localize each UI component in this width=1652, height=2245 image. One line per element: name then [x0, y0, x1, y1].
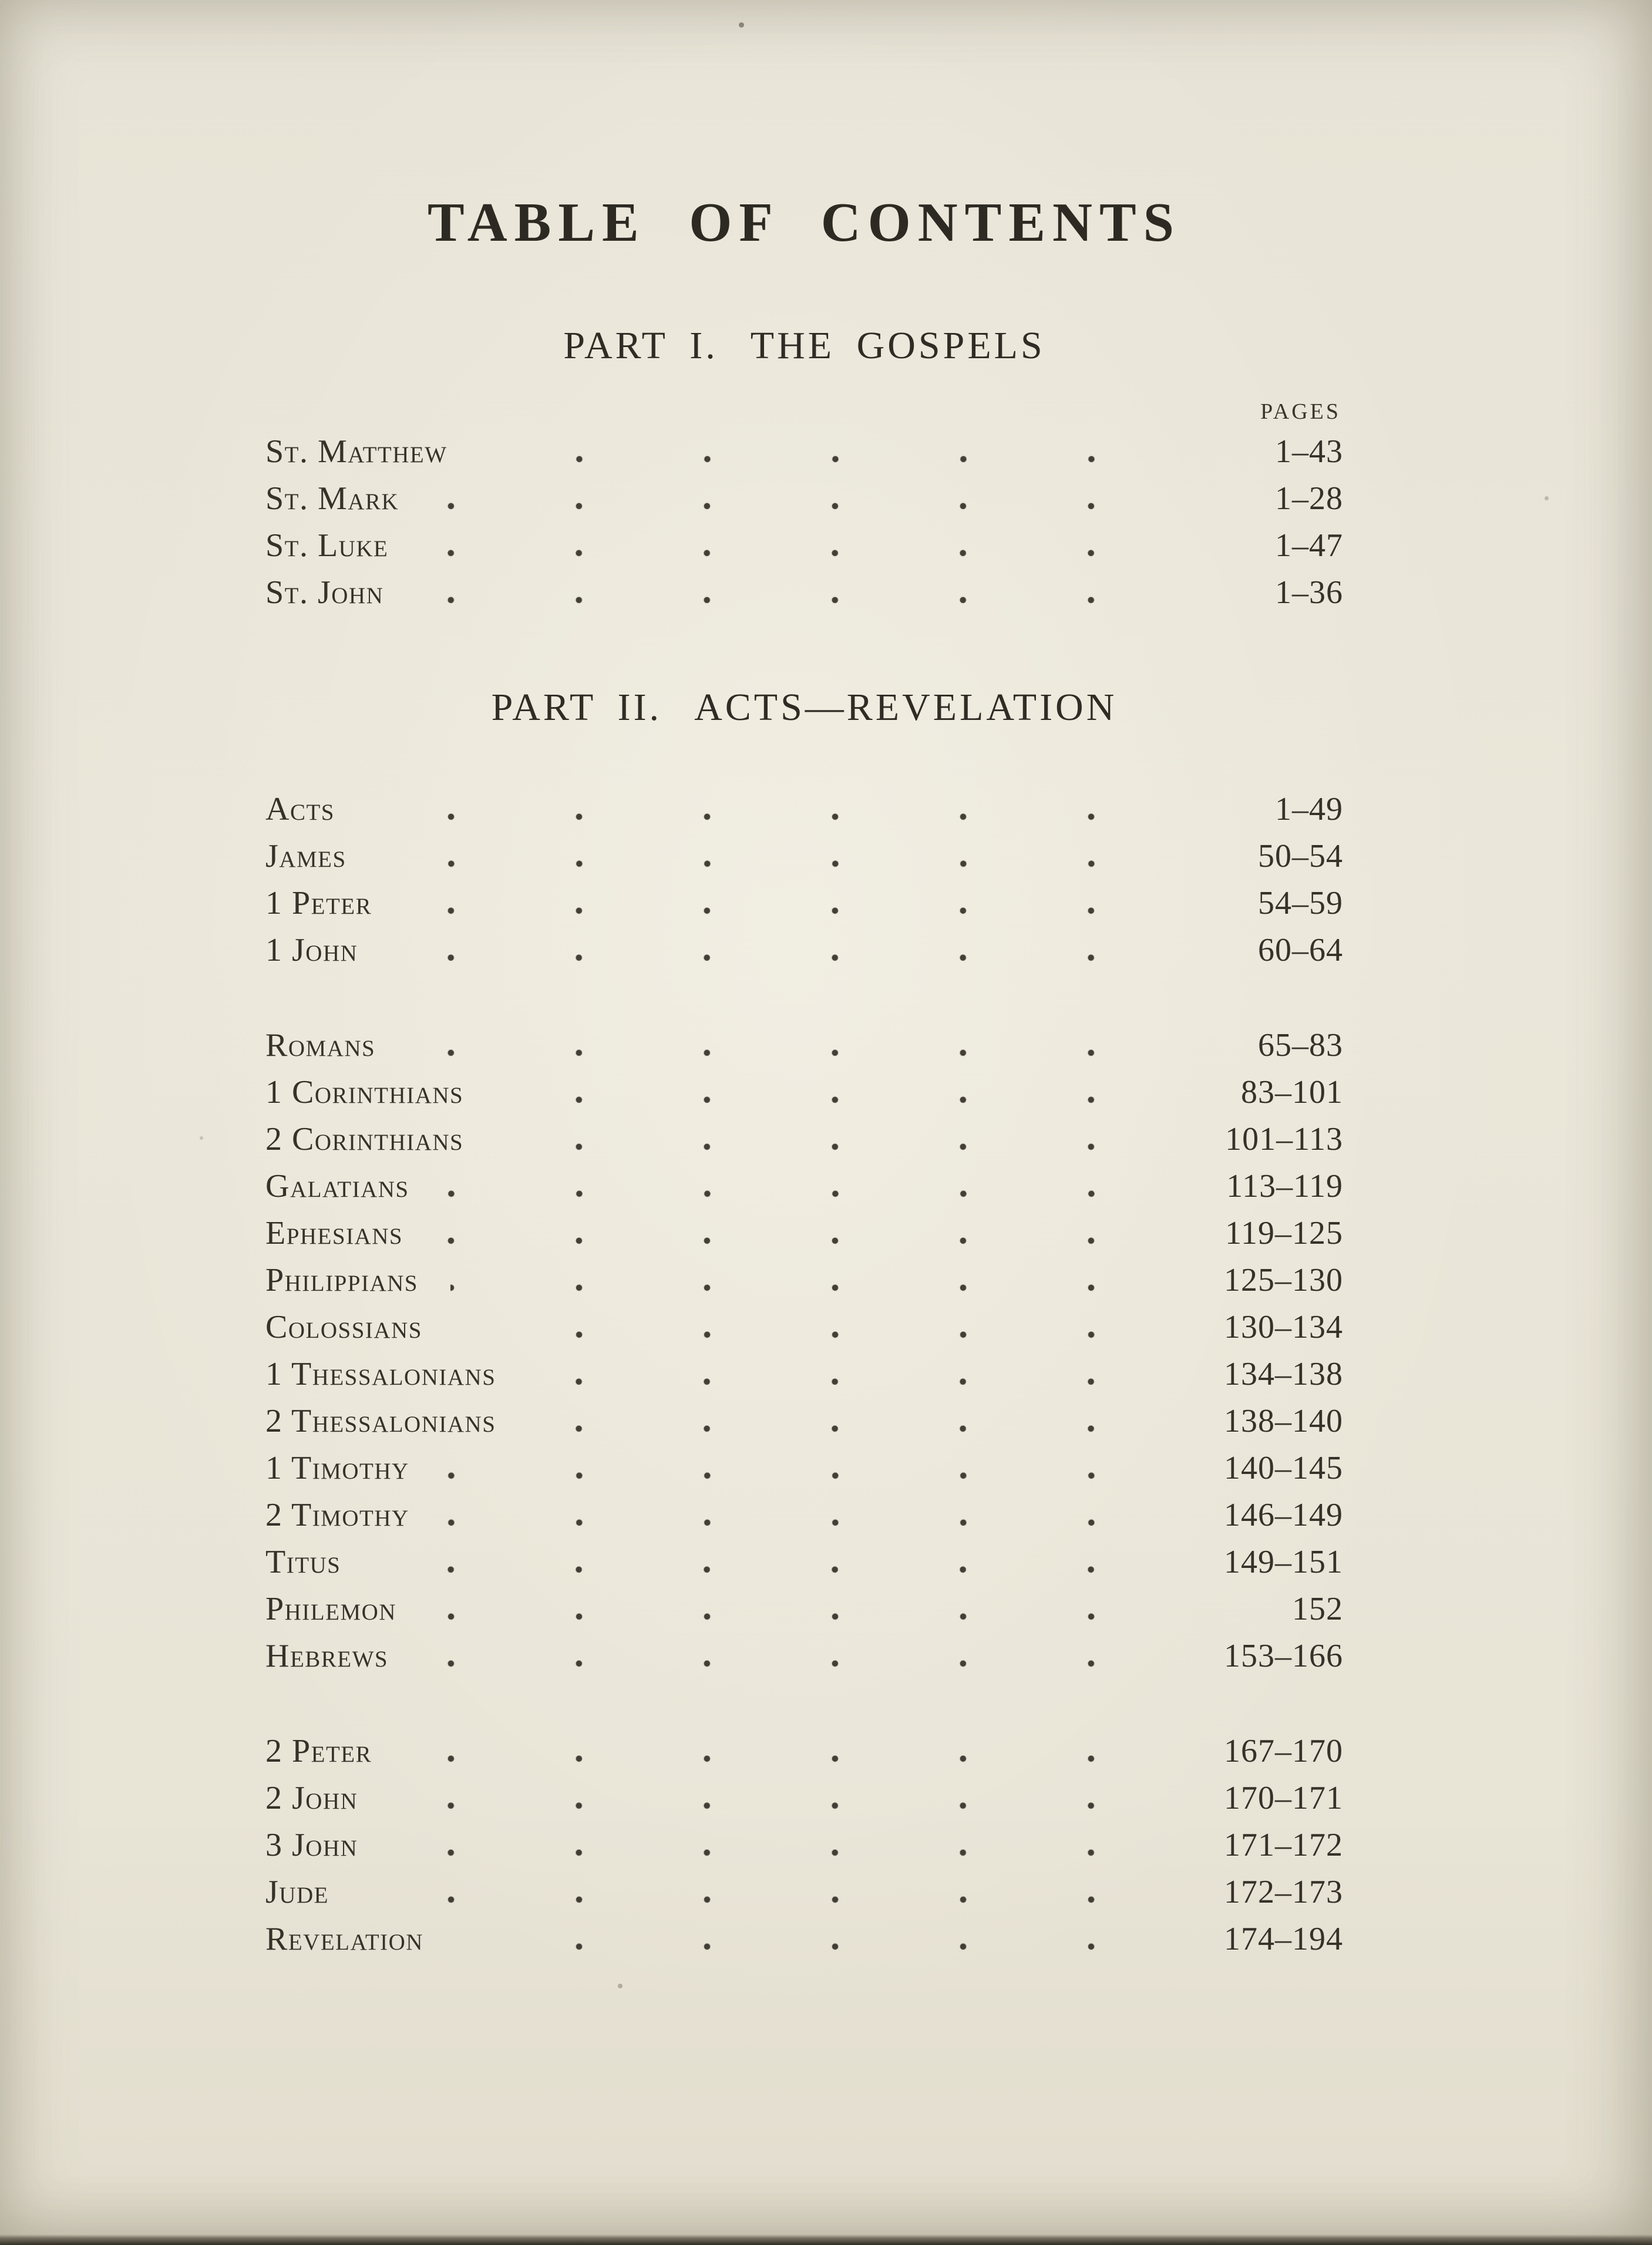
entry-pages: 171–172 [1224, 1827, 1343, 1863]
toc-entry-row [265, 1539, 1343, 1586]
scan-speck [1545, 496, 1549, 500]
entry-pages: 60–64 [1258, 932, 1343, 968]
leader-dots [431, 475, 1155, 522]
section-heading-part: PART I. [563, 324, 718, 367]
toc-entry-row [265, 833, 1343, 880]
entry-pages: 1–47 [1275, 527, 1343, 564]
entry-pages: 172–173 [1224, 1874, 1343, 1910]
toc-entry-row [265, 1257, 1343, 1304]
entry-pages: 138–140 [1224, 1403, 1343, 1439]
entry-label: 1 John [265, 932, 358, 968]
entry-label: St. Matthew [265, 433, 448, 470]
toc-entry-row [265, 927, 1343, 974]
toc-entry-row [265, 1163, 1343, 1210]
entry-label: Philippians [265, 1262, 418, 1298]
entry-label: St. Mark [265, 480, 399, 517]
entry-label: 2 Peter [265, 1733, 372, 1769]
section-heading [265, 324, 1343, 368]
toc-entry-row [265, 1633, 1343, 1679]
entry-label: Acts [265, 791, 335, 827]
entry-pages: 1–49 [1275, 791, 1343, 827]
entry-label: Jude [265, 1874, 329, 1910]
entry-label: 2 Corinthians [265, 1121, 464, 1157]
scan-speck [618, 1984, 623, 1988]
entry-label: Titus [265, 1544, 341, 1580]
entry-pages: 153–166 [1224, 1638, 1343, 1674]
leader-dots [373, 1539, 1155, 1586]
leader-dots [390, 1822, 1155, 1869]
entry-label: James [265, 838, 346, 874]
toc-entry-row [265, 1022, 1343, 1069]
toc-entry-row [265, 1069, 1343, 1116]
entry-label: 3 John [265, 1827, 358, 1863]
leader-dots [416, 569, 1155, 616]
toc-entry-row [265, 1775, 1343, 1822]
entry-pages: 119–125 [1225, 1215, 1343, 1251]
section-heading-part: PART II. [491, 686, 662, 729]
toc-entry-row [265, 475, 1343, 522]
entry-pages: 1–28 [1275, 480, 1343, 517]
toc-entry-row [265, 1398, 1343, 1445]
entry-pages: 152 [1292, 1591, 1343, 1627]
entry-label: St. John [265, 574, 384, 611]
section-part-2 [265, 685, 1343, 1963]
leader-dots [390, 927, 1155, 974]
leader-dots [435, 1210, 1155, 1257]
entry-group [265, 428, 1343, 616]
scan-edge-bottom [0, 2234, 1652, 2245]
entry-label: Romans [265, 1027, 376, 1063]
leader-dots [455, 1304, 1155, 1351]
entry-pages: 50–54 [1258, 838, 1343, 874]
entry-label: Colossians [265, 1309, 422, 1345]
leader-dots [528, 1398, 1155, 1445]
toc-entry-row [265, 1728, 1343, 1775]
toc-entry-row [265, 786, 1343, 833]
toc-entry-row [265, 1304, 1343, 1351]
entry-group [265, 1022, 1343, 1679]
toc-entry-row [265, 569, 1343, 616]
entry-group [265, 1728, 1343, 1963]
entry-pages: 125–130 [1224, 1262, 1343, 1298]
entry-label: 2 Thessalonians [265, 1403, 496, 1439]
entry-pages: 1–43 [1275, 433, 1343, 470]
section-heading [265, 685, 1343, 730]
entry-pages: 65–83 [1258, 1027, 1343, 1063]
entry-label: St. Luke [265, 527, 389, 564]
entry-label: Galatians [265, 1168, 409, 1204]
leader-dots [420, 1633, 1155, 1679]
toc-entry-row [265, 1822, 1343, 1869]
leader-dots [480, 428, 1155, 475]
leader-dots [496, 1069, 1155, 1116]
leader-dots [404, 1728, 1155, 1775]
leader-dots [450, 1257, 1155, 1304]
entry-pages: 167–170 [1224, 1733, 1343, 1769]
scan-speck [200, 1136, 203, 1140]
leader-dots [442, 1163, 1155, 1210]
leader-dots [390, 1775, 1155, 1822]
entry-pages: 1–36 [1275, 574, 1343, 611]
toc-entry-row [265, 1116, 1343, 1163]
entry-group [265, 786, 1343, 974]
entry-label: 2 John [265, 1780, 358, 1816]
toc-entry-row [265, 1351, 1343, 1398]
toc-entry-row [265, 1586, 1343, 1633]
leader-dots [361, 1869, 1155, 1916]
leader-dots [429, 1586, 1155, 1633]
entry-label: 1 Corinthians [265, 1074, 464, 1110]
entry-label: 2 Timothy [265, 1497, 409, 1533]
toc-entry-row [265, 1492, 1343, 1539]
toc-entry-row [265, 428, 1343, 475]
leader-dots [496, 1116, 1155, 1163]
entry-pages: 83–101 [1241, 1074, 1343, 1110]
entry-label: Philemon [265, 1591, 396, 1627]
entry-label: Revelation [265, 1921, 423, 1957]
entry-pages: 170–171 [1224, 1780, 1343, 1816]
toc-entry-row [265, 1210, 1343, 1257]
leader-dots [367, 786, 1155, 833]
toc-entry-row [265, 880, 1343, 927]
pages-column-header: PAGES [1260, 399, 1341, 424]
entry-label: Ephesians [265, 1215, 403, 1251]
section-heading-title: THE GOSPELS [750, 324, 1045, 367]
leader-dots [408, 1022, 1155, 1069]
entry-pages: 146–149 [1224, 1497, 1343, 1533]
scan-speck [739, 22, 744, 28]
section-heading-title: ACTS—REVELATION [694, 686, 1118, 729]
entry-pages: 134–138 [1224, 1356, 1343, 1392]
entry-pages: 149–151 [1224, 1544, 1343, 1580]
toc-entry-row [265, 522, 1343, 569]
page-content [265, 0, 1343, 1963]
leader-dots [442, 1445, 1155, 1492]
entry-pages: 101–113 [1225, 1121, 1343, 1157]
entry-label: 1 Peter [265, 885, 372, 921]
toc-entry-row [265, 1916, 1343, 1963]
entry-pages: 174–194 [1224, 1921, 1343, 1957]
section-part-1 [265, 324, 1343, 616]
leader-dots [528, 1351, 1155, 1398]
entry-label: Hebrews [265, 1638, 389, 1674]
leader-dots [420, 522, 1155, 569]
toc-entry-row [265, 1445, 1343, 1492]
entry-pages: 130–134 [1224, 1309, 1343, 1345]
entry-label: 1 Timothy [265, 1450, 409, 1486]
entry-pages: 54–59 [1258, 885, 1343, 921]
leader-dots [379, 833, 1155, 880]
entry-pages: 140–145 [1224, 1450, 1343, 1486]
entry-label: 1 Thessalonians [265, 1356, 496, 1392]
leader-dots [404, 880, 1155, 927]
entry-pages: 113–119 [1226, 1168, 1343, 1204]
leader-dots [456, 1916, 1155, 1963]
page-title: TABLE OF CONTENTS [428, 192, 1181, 253]
toc-entry-row [265, 1869, 1343, 1916]
leader-dots [442, 1492, 1155, 1539]
